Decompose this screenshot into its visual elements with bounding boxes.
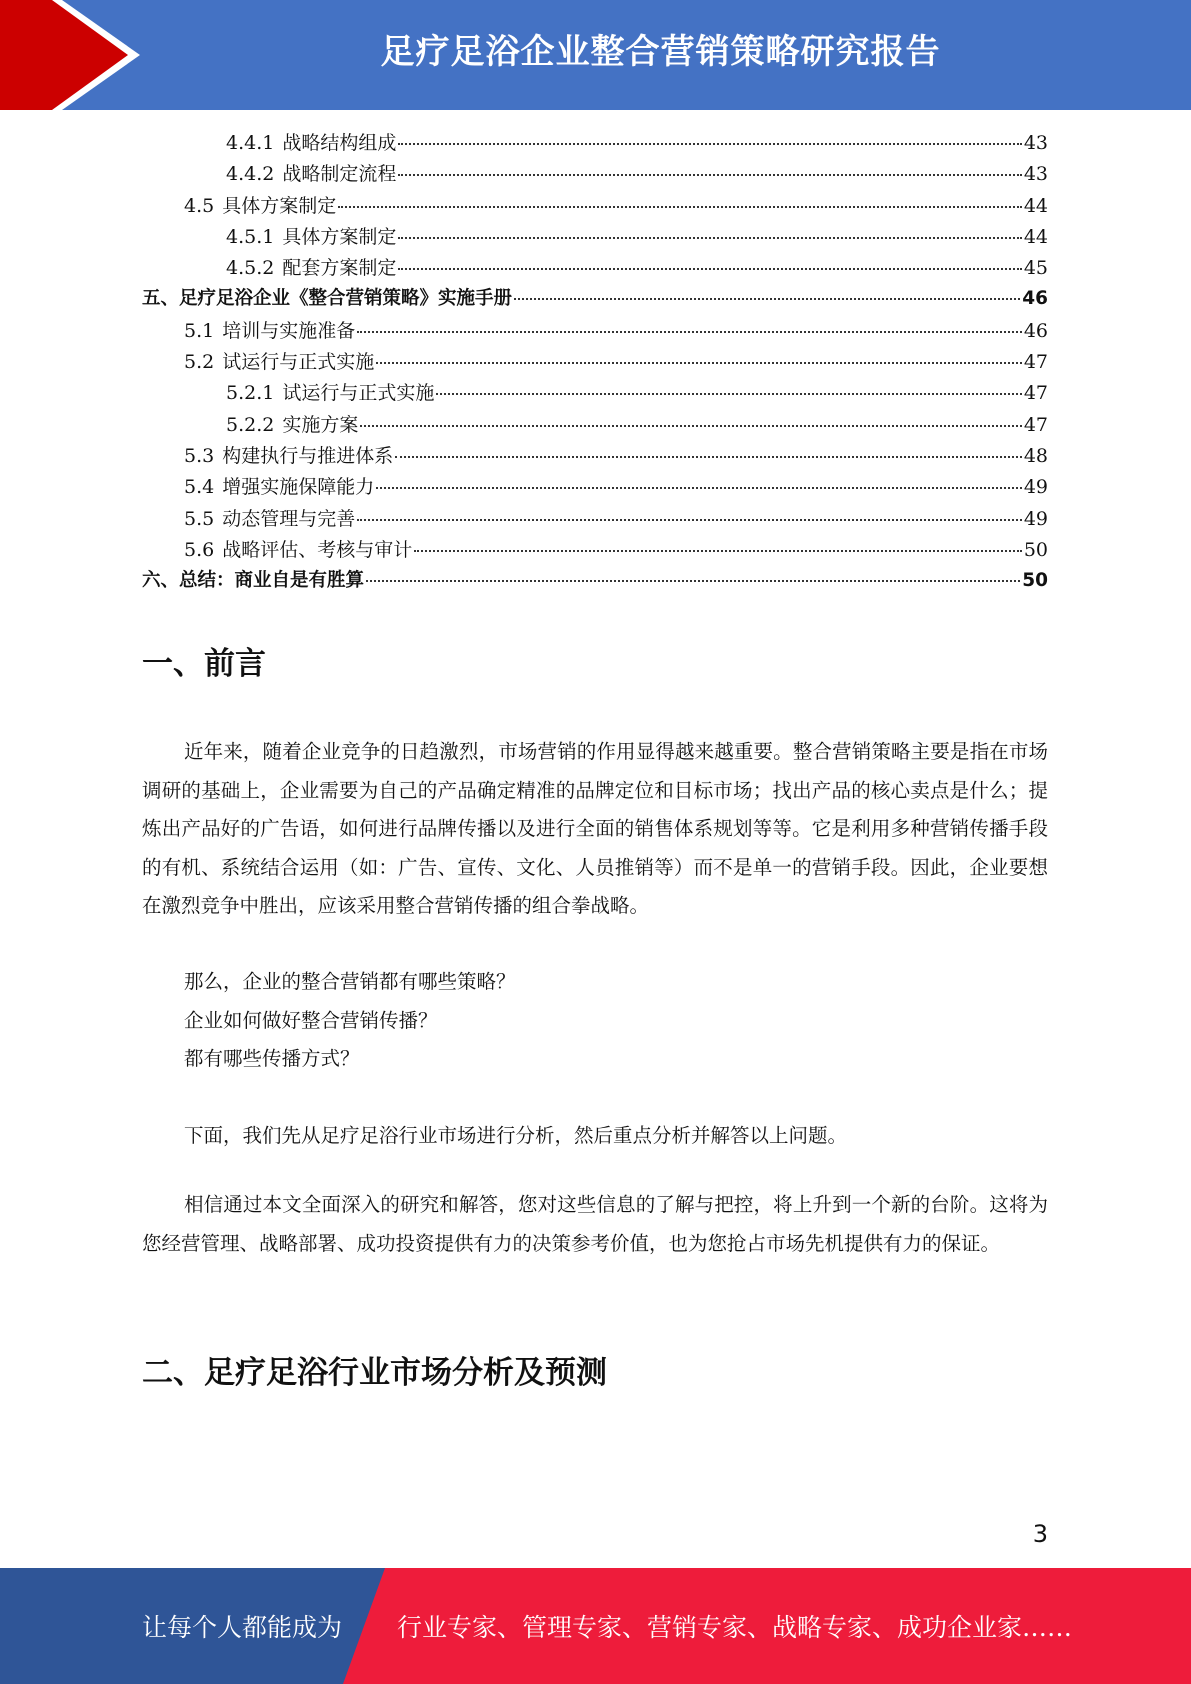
toc-leader-dots [395, 456, 1022, 458]
toc-entry-title [184, 472, 374, 499]
toc-entry-number: 4.5.1 [226, 225, 275, 248]
toc-page-number: 50 [1023, 538, 1048, 561]
toc-entry-label: 实施方案 [282, 413, 359, 436]
toc-leader-dots [398, 143, 1021, 145]
toc-leader-dots [376, 487, 1022, 489]
toc-entry-title [184, 191, 336, 218]
toc-leader-dots [414, 550, 1022, 552]
toc-entry[interactable] [142, 378, 1048, 409]
toc-entry-number: 六、 [142, 570, 180, 592]
toc-entry[interactable] [142, 347, 1048, 378]
toc-entry[interactable] [142, 284, 1048, 315]
toc-leader-dots [436, 393, 1021, 395]
toc-entry[interactable] [142, 316, 1048, 347]
toc-leader-dots [398, 174, 1021, 176]
footer-slogan-left: 让每个人都能成为 [142, 1613, 343, 1642]
preface-paragraph-3: 相信通过本文全面深入的研究和解答，您对这些信息的了解与把控，将上升到一个新的台阶。这将为您经营管理、战略部署、成功投资提供有力的决策参考价值，也为您抢占市场先机提供有力的保证。 [142, 1193, 1048, 1255]
footer-slogan-right: 行业专家、管理专家、营销专家、战略专家、成功企业家…… [397, 1613, 1073, 1642]
toc-page-number: 47 [1023, 351, 1048, 374]
toc-entry-label: 试运行与正式实施 [222, 351, 375, 374]
toc-entry-title [226, 378, 434, 405]
toc-leader-dots [514, 298, 1020, 300]
toc-leader-dots [357, 519, 1022, 521]
toc-entry[interactable] [142, 159, 1048, 190]
toc-page-number: 43 [1023, 132, 1048, 154]
toc-page-number: 44 [1023, 225, 1048, 248]
toc-entry-number: 5.1 [184, 319, 215, 342]
toc-entry-label: 战略结构组成 [282, 132, 397, 154]
report-title: 足疗足浴企业整合营销策略研究报告 [380, 32, 941, 72]
toc-entry-title [184, 347, 374, 374]
toc-entry-label: 总结：商业自是有胜算 [179, 570, 365, 592]
toc-entry[interactable] [142, 253, 1048, 284]
toc-entry[interactable] [142, 191, 1048, 222]
toc-entry-label: 具体方案制定 [282, 225, 397, 248]
toc-entry-number: 5.5 [184, 507, 215, 530]
toc-entry-title [184, 535, 412, 562]
toc-entry-label: 战略制定流程 [282, 163, 397, 186]
toc-entry-title [184, 316, 355, 343]
toc-entry-label: 配套方案制定 [282, 257, 397, 280]
header-band [0, 0, 1191, 110]
toc-entry-label: 构建执行与推进体系 [222, 444, 394, 467]
toc-entry-number: 4.4.1 [226, 132, 275, 154]
question-3: 都有哪些传播方式？ [184, 1047, 360, 1070]
toc-page-number: 47 [1023, 382, 1048, 405]
toc-entry[interactable] [142, 472, 1048, 503]
toc-entry[interactable] [142, 441, 1048, 472]
toc-leader-dots [376, 362, 1022, 364]
toc-entry-number: 5.6 [184, 538, 215, 561]
footer-band [0, 1568, 1191, 1684]
toc-page-number: 48 [1023, 444, 1048, 467]
toc-leader-dots [398, 237, 1021, 239]
toc-entry-title [184, 441, 393, 468]
toc-entry-title [226, 159, 396, 186]
toc-page-number: 46 [1022, 288, 1048, 310]
preface-paragraph-2: 下面，我们先从足疗足浴行业市场进行分析，然后重点分析并解答以上问题。 [184, 1124, 848, 1147]
toc-entry-title [142, 566, 364, 592]
toc-entry-number: 4.4.2 [226, 163, 275, 186]
preface-paragraph-1: 近年来，随着企业竞争的日趋激烈，市场营销的作用显得越来越重要。整合营销策略主要是指在市场调研的基础上，企业需要为自己的产品确定精准的品牌定位和目标市场；找出产品的核心卖点是什么；提炼出产品好的广告语，如何进行品牌传播以及进行全面的销售体系规划等等。它是利用多种营销传播手段的有机、系统结合运用（如：广告、宣传、文化、人员推销等）而不是单一的营销手段。因此，企业要想在激烈竞争中胜出，应该采用整合营销传播的组合拳战略。 [142, 740, 1048, 917]
toc-entry[interactable] [142, 566, 1048, 597]
section-heading-market-analysis: 二、足疗足浴行业市场分析及预测 [142, 1355, 607, 1391]
question-2: 企业如何做好整合营销传播？ [184, 1009, 438, 1032]
toc-entry-label: 具体方案制定 [222, 194, 337, 217]
toc-entry-number: 五、 [142, 288, 180, 310]
toc-entry[interactable] [142, 410, 1048, 441]
toc-entry-label: 培训与实施准备 [222, 319, 356, 342]
toc-entry[interactable] [142, 535, 1048, 566]
header-arrow-icon [0, 0, 160, 110]
toc-page-number: 45 [1023, 257, 1048, 280]
toc-page-number: 44 [1023, 194, 1048, 217]
toc-entry-title [226, 128, 396, 155]
toc-leader-dots [338, 206, 1022, 208]
toc-entry-number: 4.5.2 [226, 257, 275, 280]
table-of-contents [142, 128, 1048, 597]
toc-entry-label: 试运行与正式实施 [282, 382, 435, 405]
toc-entry-number: 5.2.1 [226, 382, 275, 405]
toc-entry-label: 动态管理与完善 [222, 507, 356, 530]
toc-entry-label: 战略评估、考核与审计 [222, 538, 413, 561]
section-heading-preface: 一、前言 [142, 646, 266, 682]
toc-entry[interactable] [142, 128, 1048, 159]
toc-page-number: 47 [1023, 413, 1048, 436]
toc-page-number: 50 [1022, 570, 1048, 592]
toc-page-number: 49 [1023, 507, 1048, 530]
toc-entry-title [142, 284, 512, 310]
toc-leader-dots [366, 580, 1020, 582]
toc-entry-title [226, 222, 396, 249]
toc-entry-number: 5.3 [184, 444, 215, 467]
toc-page-number: 49 [1023, 476, 1048, 499]
toc-entry-label: 增强实施保障能力 [222, 476, 375, 499]
toc-entry-number: 4.5 [184, 194, 215, 217]
toc-entry[interactable] [142, 222, 1048, 253]
toc-entry[interactable] [142, 504, 1048, 535]
toc-leader-dots [357, 331, 1022, 333]
toc-leader-dots [360, 425, 1021, 427]
toc-entry-number: 5.2 [184, 351, 215, 374]
toc-entry-title [226, 410, 358, 437]
toc-entry-title [226, 253, 396, 280]
toc-entry-number: 5.4 [184, 476, 215, 499]
toc-entry-number: 5.2.2 [226, 413, 275, 436]
toc-page-number: 43 [1023, 163, 1048, 186]
toc-entry-title [184, 504, 355, 531]
toc-page-number: 46 [1023, 319, 1048, 342]
toc-entry-label: 足疗足浴企业《整合营销策略》实施手册 [179, 288, 513, 310]
toc-leader-dots [398, 268, 1021, 270]
page-number: 3 [1032, 1520, 1048, 1548]
question-1: 那么，企业的整合营销都有哪些策略？ [184, 970, 516, 993]
